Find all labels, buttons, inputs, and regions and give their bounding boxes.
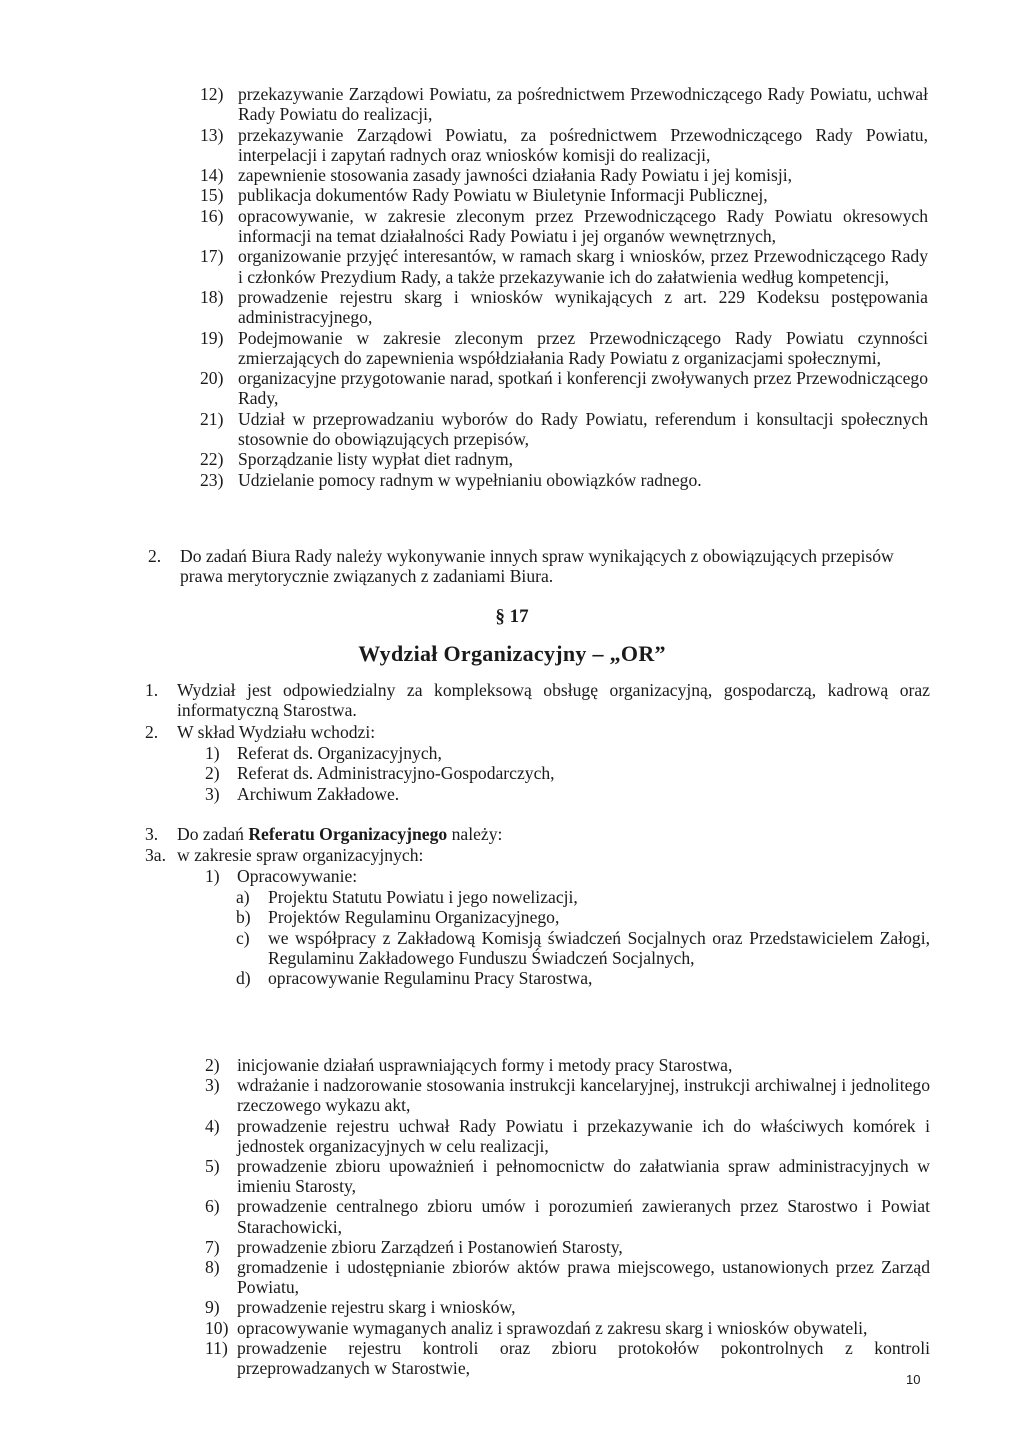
item-text: publikacja dokumentów Rady Powiatu w Biuletynie Informacji Publicznej,	[238, 185, 768, 206]
list-item	[200, 368, 928, 409]
item-number: 2)	[205, 763, 220, 784]
section-heading: § 17	[495, 606, 529, 627]
list-item	[205, 866, 930, 886]
item-text: prowadzenie rejestru kontroli oraz zbioru protokołów pokontrolnych z kontroli przeprowadzanych w Starostwie,	[237, 1337, 930, 1379]
item-number: 3)	[205, 783, 220, 804]
point-number: 2.	[148, 546, 162, 566]
list-item	[200, 125, 928, 166]
task-item-1	[205, 866, 930, 886]
point-text	[177, 824, 930, 844]
or-point-2-list	[205, 743, 930, 804]
item-text: prowadzenie zbioru upoważnień i pełnomocnictw do załatwiania spraw administracyjnych w imieniu Starosty,	[237, 1156, 930, 1197]
biuro-rady-task-list	[200, 84, 928, 490]
item-number: 16)	[200, 205, 224, 226]
item-text: Referat ds. Organizacyjnych,	[237, 743, 442, 763]
item-text: opracowywanie, w zakresie zleconym przez Przewodniczącego Rady Powiatu okresowych informacji na temat działalności Rady Powiatu i jej organów wewnętrznych,	[238, 205, 928, 247]
item-number: 10)	[205, 1317, 229, 1338]
item-number: 13)	[200, 124, 224, 145]
point-text-post: należy:	[447, 824, 503, 844]
point-text-pre: Do zadań	[177, 824, 249, 844]
item-number: 2)	[205, 1055, 220, 1075]
list-item	[200, 185, 928, 205]
item-text: przekazywanie Zarządowi Powiatu, za pośrednictwem Przewodniczącego Rady Powiatu, interpelacji i zapytań radnych oraz wniosków komisji do realizacji,	[238, 124, 928, 165]
list-item	[205, 1237, 930, 1257]
item-number: 15)	[200, 185, 224, 206]
point-text: W skład Wydziału wchodzi:	[177, 722, 376, 742]
item-text: Projektu Statutu Powiatu i jego nowelizacji,	[268, 887, 578, 907]
item-text: Referat ds. Administracyjno-Gospodarczych,	[237, 763, 555, 784]
item-number: 6)	[205, 1196, 220, 1217]
or-point-1	[145, 680, 930, 721]
point-2-paragraph	[148, 546, 928, 587]
item-text: Sporządzanie listy wypłat diet radnym,	[238, 449, 514, 470]
list-item	[205, 763, 930, 783]
item-number: 22)	[200, 449, 224, 470]
list-item	[205, 1075, 930, 1115]
item-number: 7)	[205, 1236, 220, 1257]
item-text: Udział w przeprowadzaniu wyborów do Rady Powiatu, referendum i konsultacji społecznych stosownie do obowiązujących przepisów,	[238, 408, 928, 450]
referat-organizacyjny-task-list	[205, 1055, 930, 1378]
list-item	[236, 968, 930, 988]
item-number: 17)	[200, 246, 224, 267]
item-text: opracowywanie wymaganych analiz i sprawozdań z zakresu skarg i wniosków obywateli,	[237, 1317, 868, 1338]
item-text: prowadzenie centralnego zbioru umów i porozumień zawieranych przez Starostwo i Powiat Starachowicki,	[237, 1196, 930, 1237]
list-item	[205, 1116, 930, 1156]
item-text: opracowywanie Regulaminu Pracy Starostwa,	[268, 968, 593, 989]
item-number: 5)	[205, 1156, 220, 1177]
item-number: 23)	[200, 469, 224, 490]
list-item	[205, 1297, 930, 1317]
list-item	[200, 84, 928, 125]
list-item	[200, 449, 928, 469]
or-point-2	[145, 722, 930, 742]
list-item	[200, 206, 928, 247]
item-letter: c)	[236, 927, 250, 948]
item-number: 20)	[200, 368, 224, 389]
item-text: zapewnienie stosowania zasady jawności działania Rady Powiatu i jej komisji,	[238, 165, 793, 186]
item-text: prowadzenie rejestru skarg i wniosków,	[237, 1297, 516, 1318]
list-item	[205, 743, 930, 763]
list-item	[236, 907, 930, 927]
or-point-3a	[145, 845, 930, 865]
item-letter: b)	[236, 907, 251, 928]
item-number: 11)	[205, 1337, 228, 1358]
department-title: Wydział Organizacyjny – „OR”	[358, 641, 666, 666]
point-number: 1.	[145, 680, 159, 700]
item-text: Projektów Regulaminu Organizacyjnego,	[268, 907, 560, 928]
list-item	[200, 470, 928, 490]
referat-name: Referatu Organizacyjnego	[248, 824, 448, 844]
item-number: 3)	[205, 1075, 220, 1096]
item-letter: a)	[236, 887, 250, 907]
item-text: prowadzenie zbioru Zarządzeń i Postanowień Starosty,	[237, 1236, 623, 1257]
item-text: we współpracy z Zakładową Komisją świadczeń Socjalnych oraz Przedstawicielem Załogi, Regulaminu Zakładowego Funduszu Świadczeń Socjalnych,	[268, 927, 930, 968]
item-text: gromadzenie i udostępnianie zbiorów aktów prawa miejscowego, ustanowionych przez Zarząd Powiatu,	[237, 1257, 930, 1298]
item-number: 18)	[200, 286, 224, 307]
item-text: organizowanie przyjęć interesantów, w ramach skarg i wniosków, przez Przewodniczącego Rady i członków Prezydium Rady, a także przekazywanie ich do załatwienia według kompetencji,	[238, 246, 928, 287]
item-text: Archiwum Zakładowe.	[237, 783, 400, 804]
or-point-3	[145, 824, 930, 844]
point-number: 3a.	[145, 845, 167, 865]
item-text: przekazywanie Zarządowi Powiatu, za pośrednictwem Przewodniczącego Rady Powiatu, uchwał Rady Powiatu do realizacji,	[238, 84, 928, 125]
item-number: 1)	[205, 866, 220, 886]
list-item	[205, 1338, 930, 1378]
item-number: 8)	[205, 1257, 220, 1278]
item-letter: d)	[236, 968, 251, 989]
item-number: 1)	[205, 743, 220, 763]
item-text: organizacyjne przygotowanie narad, spotkań i konferencji zwoływanych przez Przewodniczącego Rady,	[238, 368, 928, 409]
item-text: Opracowywanie:	[237, 866, 358, 886]
page-number: 10	[906, 1372, 921, 1387]
item-number: 4)	[205, 1115, 220, 1136]
point-text: Wydział jest odpowiedzialny za kompleksową obsługę organizacyjną, gospodarczą, kadrową oraz informatyczną Starostwa.	[177, 680, 930, 721]
list-item	[200, 409, 928, 450]
point-number: 3.	[145, 824, 159, 844]
list-item	[200, 246, 928, 287]
list-item	[205, 1257, 930, 1297]
item-number: 21)	[200, 408, 224, 429]
point-text: w zakresie spraw organizacyjnych:	[177, 845, 424, 865]
list-item	[205, 1196, 930, 1236]
item-text: prowadzenie rejestru uchwał Rady Powiatu i przekazywanie ich do właściwych komórek i jednostek organizacyjnych w celu realizacji,	[237, 1115, 930, 1156]
item-number: 12)	[200, 84, 224, 104]
point-number: 2.	[145, 722, 159, 742]
item-text: Udzielanie pomocy radnym w wypełnianiu obowiązków radnego.	[238, 469, 702, 490]
list-item	[200, 165, 928, 185]
item-number: 14)	[200, 165, 224, 186]
item-text: inicjowanie działań usprawniających formy i metody pracy Starostwa,	[237, 1055, 733, 1075]
item-number: 9)	[205, 1297, 220, 1318]
task-item-1-sublist	[236, 887, 930, 988]
list-item	[205, 784, 930, 804]
list-item	[205, 1055, 930, 1075]
list-item	[236, 887, 930, 907]
list-item	[236, 928, 930, 969]
list-item	[200, 287, 928, 328]
list-item	[200, 328, 928, 369]
item-number: 19)	[200, 327, 224, 348]
point-text: Do zadań Biura Rady należy wykonywanie innych spraw wynikających z obowiązujących przepisów prawa merytorycznie związanych z zadaniami Biura.	[180, 546, 894, 587]
item-text: wdrażanie i nadzorowanie stosowania instrukcji kancelaryjnej, instrukcji archiwalnej i jednolitego rzeczowego wykazu akt,	[237, 1075, 930, 1116]
list-item	[205, 1318, 930, 1338]
item-text: prowadzenie rejestru skarg i wniosków wynikających z art. 229 Kodeksu postępowania administracyjnego,	[238, 286, 928, 328]
item-text: Podejmowanie w zakresie zleconym przez Przewodniczącego Rady Powiatu czynności zmierzających do zapewnienia współdziałania Rady Powiatu z organizacjami społecznymi,	[238, 327, 928, 368]
list-item	[205, 1156, 930, 1196]
